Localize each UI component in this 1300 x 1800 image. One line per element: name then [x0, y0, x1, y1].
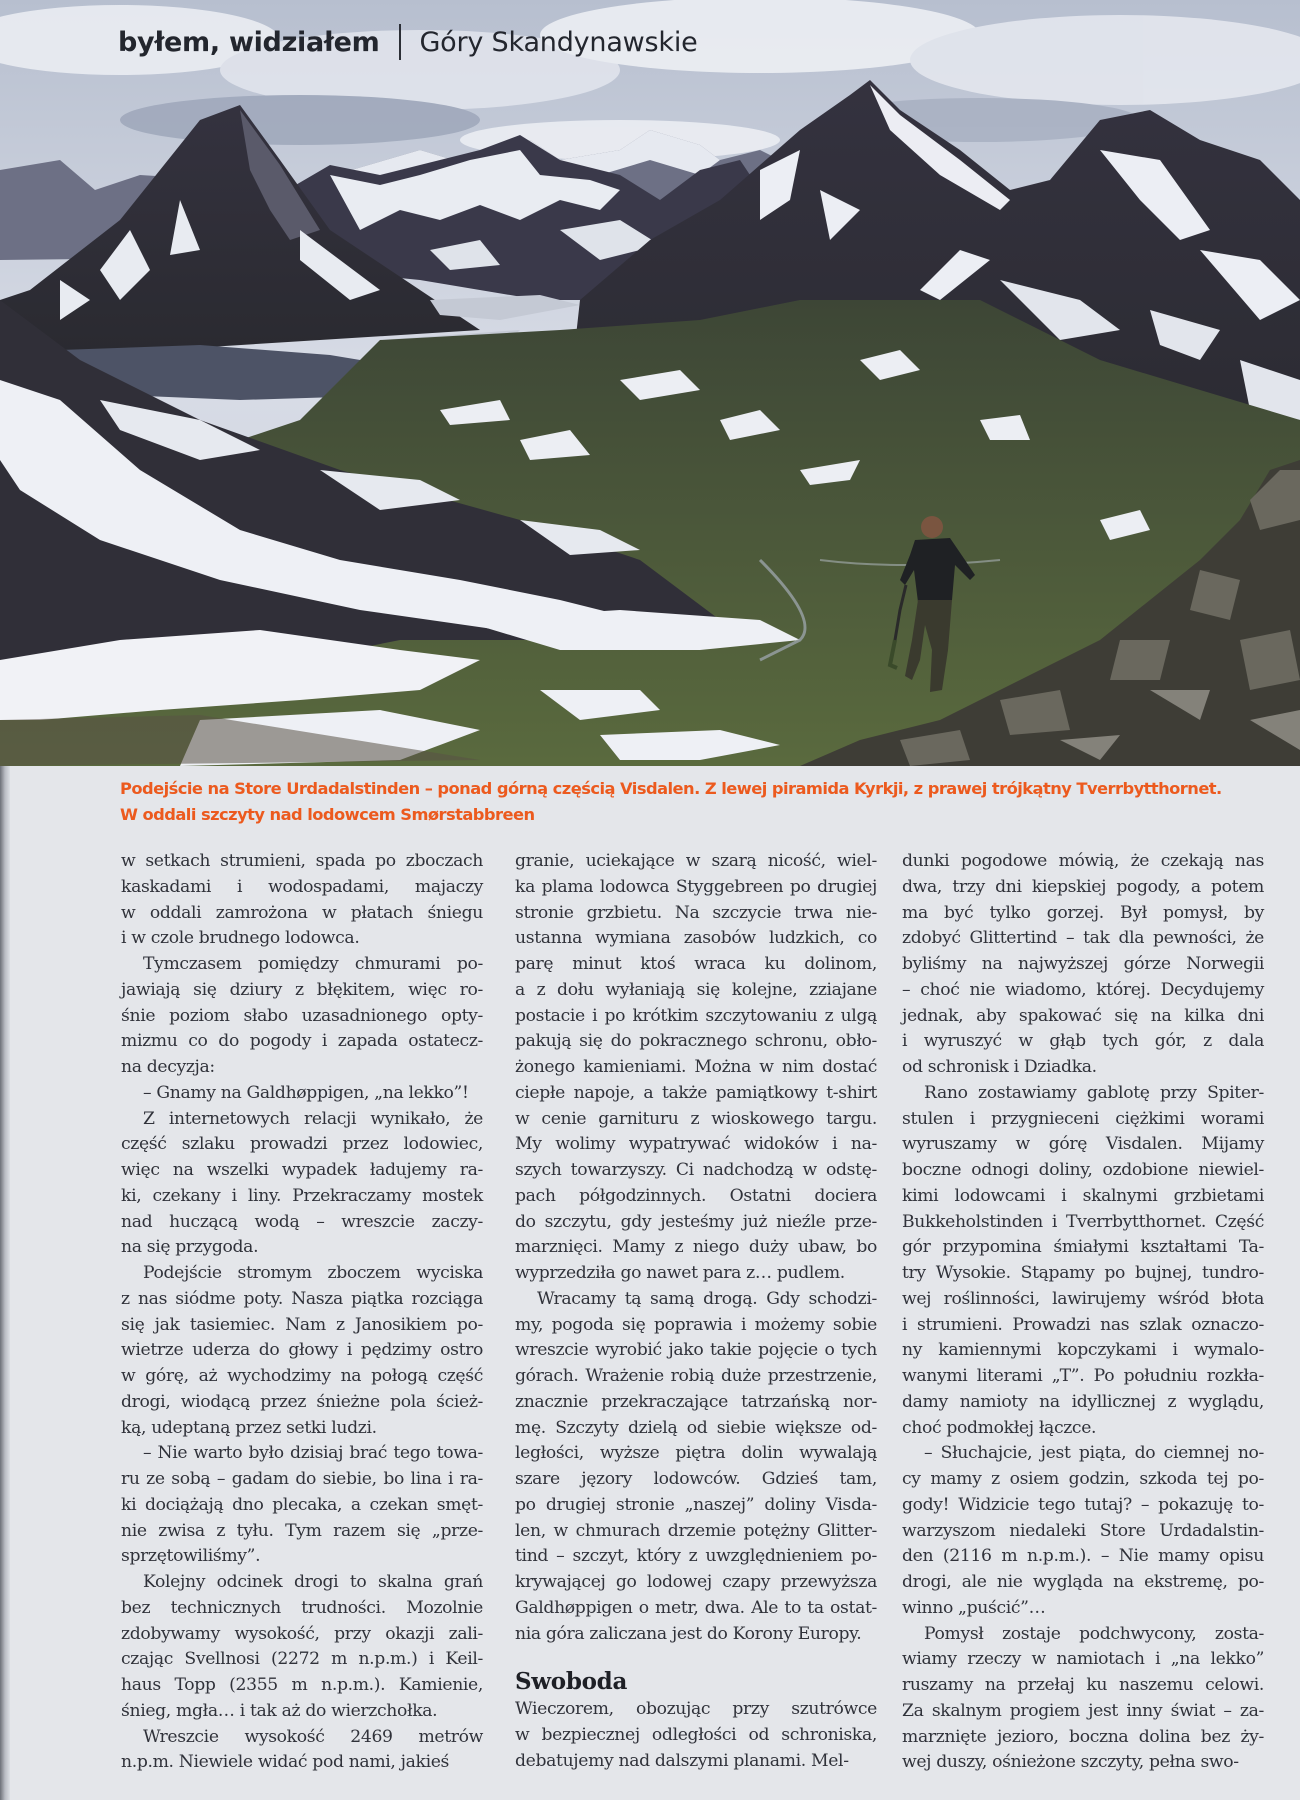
article-line: stulen i przygnieceni ciężkimi worami	[902, 1108, 1264, 1129]
article-line: granie, uciekające w szarą nicość, wiel-	[515, 851, 877, 871]
article-line: n.p.m. Niewiele widać pod nami, jakieś	[121, 1752, 450, 1773]
article-line: bez technicznych trudności. Mozolnie	[121, 1597, 483, 1618]
header-divider	[399, 24, 401, 60]
page-header	[118, 22, 698, 62]
article-line: i wyruszyć w głąb tych gór, z dala	[902, 1031, 1264, 1052]
article-line: ległości, wyższe piętra dolin wywalają	[515, 1443, 877, 1464]
article-line: w górę, aż wychodzimy na połogą część	[121, 1366, 483, 1386]
article-line: ma być tylko gorzej. Był pomysł, by	[902, 902, 1264, 923]
article-line: – Słuchajcie, jest piąta, do ciemnej no-	[924, 1443, 1264, 1464]
article-line: gór przypomina śmiałymi kształtami Ta-	[902, 1237, 1264, 1258]
article-line: wietrze uderza do głowy i pędzimy ostro	[121, 1340, 483, 1361]
article-line: zdobywamy wysokość, przy okazji zali-	[121, 1623, 483, 1644]
article-line: Tymczasem pomiędzy chmurami po-	[143, 954, 483, 974]
topic-title: Góry Skandynawskie	[419, 26, 698, 58]
article-line: na się przygoda.	[121, 1237, 259, 1258]
article-line: wanymi literami „T”. Po południu rozkła-	[902, 1366, 1264, 1386]
article-line: kaskadami i wodospadami, majaczy	[121, 876, 483, 897]
article-line: śnieg, mgła… i tak aż do wierzchołka.	[121, 1700, 438, 1721]
article-line: – choć nie wiadomo, której. Decydujemy	[902, 979, 1264, 1000]
article-line: szare jęzory lodowców. Gdzieś tam,	[515, 1469, 877, 1489]
article-line: śnie poziom słabo uzasadnionego opty-	[121, 1005, 483, 1026]
article-line: drogi, wiodącą przez śnieżne pola ścież-	[121, 1391, 483, 1412]
article-line: wej roślinności, lawirujemy wśród błota	[902, 1288, 1264, 1309]
article-line: a z dołu wyłaniają się kolejne, zziajane	[515, 979, 877, 1000]
photo-caption	[120, 776, 1222, 828]
section-title: byłem, widziałem	[118, 26, 380, 58]
article-line: krywającej go lodowej czapy przewyższa	[515, 1572, 877, 1592]
page-spine-shadow	[0, 766, 10, 1800]
article-line: Podejście stromym zboczem wyciska	[143, 1263, 483, 1283]
article-line: od schronisk i Dziadka.	[902, 1057, 1097, 1077]
article-line: Bukkeholstinden i Tverrbytthornet. Część	[902, 1211, 1264, 1232]
article-line: nia góra zaliczana jest do Korony Europy.	[515, 1623, 862, 1644]
article-line: część szlaku prowadzi przez lodowiec,	[121, 1134, 483, 1155]
article-line: dwa, trzy dni kiepskiej pogody, a potem	[902, 876, 1264, 897]
article-line: pach półgodzinnych. Ostatni dociera	[515, 1185, 877, 1206]
article-line: Wreszcie wysokość 2469 metrów	[143, 1726, 483, 1747]
article-line: cy mamy z osiem godzin, szkoda tej po-	[902, 1469, 1264, 1489]
article-line: boczne odnogi doliny, ozdobione niewiel-	[902, 1160, 1264, 1180]
article-line: Kolejny odcinek drogi to skalna grań	[143, 1572, 483, 1592]
article-line: po drugiej stronie „naszej” doliny Visda-	[515, 1494, 877, 1515]
article-line: nad huczącą wodą – wreszcie zaczy-	[121, 1211, 483, 1232]
article-line: Rano zostawiamy gablotę przy Spiter-	[924, 1082, 1264, 1103]
article-line: w cenie garnituru z wioskowego targu.	[515, 1108, 877, 1129]
article-line: żonego kamieniami. Można w nim dostać	[515, 1057, 877, 1077]
article-line: marznięte jezioro, boczna dolina bez ży-	[902, 1726, 1264, 1747]
article-line: do szczytu, gdy jesteśmy już nieźle prze-	[515, 1211, 877, 1232]
article-line: mizmu co do pogody i zapada ostatecz-	[121, 1031, 483, 1052]
article-line: ka plama lodowca Styggebreen po drugiej	[515, 876, 877, 897]
article-line: dunki pogodowe mówią, że czekają nas	[902, 851, 1264, 871]
article-line: jawiają się dziury z błękitem, więc ro-	[121, 979, 483, 1000]
article-line: w oddali zamrożona w płatach śniegu	[121, 902, 483, 923]
article-line: warzyszom niedaleki Store Urdadalstin-	[902, 1520, 1264, 1541]
article-line: jednak, aby spakować się na kilka dni	[902, 1005, 1264, 1026]
article-line: My wolimy wypatrywać widoków i na-	[515, 1134, 877, 1155]
article-line: Wracamy tą samą drogą. Gdy schodzi-	[537, 1288, 877, 1309]
article-line: – Nie warto było dzisiaj brać tego towa-	[143, 1443, 483, 1464]
article-line: i strumieni. Prowadzi nas szlak oznaczo-	[902, 1314, 1264, 1335]
article-line: na decyzja:	[121, 1057, 215, 1077]
article-line: znacznie przekraczające tatrzańską nor-	[515, 1391, 877, 1412]
section-subheading: Swoboda	[515, 1668, 628, 1696]
article-line: ruszamy na przełaj ku naszemu celowi.	[902, 1675, 1264, 1695]
article-line: len, w chmurach drzemie potężny Glitter-	[515, 1520, 877, 1541]
article-line: i w czole brudnego lodowca.	[121, 928, 360, 949]
article-line: haus Topp (2355 m n.p.m.). Kamienie,	[121, 1675, 483, 1695]
article-line: ki dociążają dno plecaka, a czekan smęt-	[121, 1494, 483, 1515]
article-line: w setkach strumieni, spada po zboczach	[121, 851, 483, 871]
article-line: Wieczorem, obozując przy szutrówce	[515, 1699, 877, 1720]
subhead-spacer	[515, 1647, 877, 1659]
article-line: debatujemy nad dalszymi planami. Mel-	[515, 1750, 849, 1771]
article-column-3	[902, 849, 1264, 1776]
article-line: górach. Wrażenie robią duże przestrzenie,	[515, 1366, 877, 1386]
article-line: wyruszamy w górę Visdalen. Mijamy	[902, 1134, 1264, 1155]
article-line: kimi lodowcami i skalnymi grzbietami	[902, 1185, 1264, 1206]
article-line: Za skalnym progiem jest inny świat – za-	[902, 1700, 1264, 1721]
article-line: zdobyć Glittertind – tak dla pewności, że	[902, 928, 1264, 949]
article-line: ny kamiennymi kopczykami i wymalo-	[902, 1340, 1264, 1361]
article-line: – Gnamy na Galdhøppigen, „na lekko”!	[143, 1082, 469, 1103]
article-line: Pomysł zostaje podchwycony, zosta-	[924, 1623, 1264, 1644]
article-line: wreszcie wyrobić jako takie pojęcie o tych	[515, 1340, 877, 1361]
article-line: Galdhøppigen o metr, dwa. Ale to ta ostat-	[515, 1597, 877, 1618]
article-line: mę. Szczyty dzielą od siebie większe od-	[515, 1417, 877, 1438]
article-line: szych towarzyszy. Ci nadchodzą w odstę-	[515, 1160, 877, 1180]
mountain-landscape-photo	[0, 0, 1300, 766]
article-line: pakują się do pokracznego schronu, obło-	[515, 1031, 877, 1052]
article-line: stronie grzbietu. Na szczycie trwa nie-	[515, 902, 877, 923]
article-column-2	[515, 849, 877, 1775]
article-line: den (2116 m n.p.m.). – Nie mamy opisu	[902, 1546, 1264, 1567]
article-line: my, pogoda się poprawia i możemy sobie	[515, 1314, 877, 1335]
article-column-1	[121, 849, 483, 1776]
article-line: ru ze sobą – gadam do siebie, bo lina i ra-	[121, 1469, 483, 1489]
article-line: czając Svellnosi (2272 m n.p.m.) i Keil-	[121, 1649, 483, 1670]
article-line: damy namioty na idyllicznej z wyglądu,	[902, 1391, 1264, 1412]
article-line: ką, udeptaną przez setki ludzi.	[121, 1417, 377, 1438]
article-line: więc na wszelki wypadek ładujemy ra-	[121, 1160, 483, 1180]
article-line: choć podmokłej łączce.	[902, 1417, 1097, 1438]
article-line: się jak tasiemiec. Nam z Janosikiem po-	[121, 1314, 483, 1335]
article-line: ustanna wymiana zasobów ludzkich, co	[515, 928, 877, 949]
article-line: tind – szczyt, który z uwzględnieniem po-	[515, 1546, 877, 1567]
article-line: parę minut ktoś wraca ku dolinom,	[515, 954, 877, 974]
article-line: nie zwisa z tyłu. Tym razem się „prze-	[121, 1520, 483, 1541]
article-line: Z internetowych relacji wynikało, że	[143, 1108, 483, 1129]
caption-line: Podejście na Store Urdadalstinden – ponad górną częścią Visdalen. Z lewej piramida Kyrkji, z prawej trójkątny Tverrbytthornet.	[120, 779, 1222, 798]
article-line: z nas siódme poty. Nasza piątka rozciąga	[121, 1288, 483, 1309]
article-line: byliśmy na najwyższej górze Norwegii	[902, 954, 1264, 974]
article-line: gody! Widzicie tego tutaj? – pokazuję to-	[902, 1494, 1264, 1515]
caption-line: W oddali szczyty nad lodowcem Smørstabbreen	[120, 805, 535, 824]
article-line: sprzętowiliśmy”.	[121, 1546, 261, 1567]
hero-photo	[0, 0, 1300, 766]
article-line: winno „puścić”…	[902, 1597, 1046, 1618]
article-line: ciepłe napoje, a także pamiątkowy t-shirt	[515, 1082, 877, 1103]
article-line: wiamy rzeczy w namiotach i „na lekko”	[902, 1649, 1264, 1670]
article-line: marznięci. Mamy z niego duży ubaw, bo	[515, 1237, 877, 1258]
article-line: ki, czekany i liny. Przekraczamy mostek	[121, 1185, 483, 1206]
article-line: w bezpiecznej odległości od schroniska,	[515, 1725, 877, 1745]
article-line: wyprzedziła go nawet para z… pudlem.	[515, 1263, 845, 1283]
article-line: try Wysokie. Stąpamy po bujnej, tundro-	[902, 1263, 1264, 1283]
article-line: postacie i po krótkim szczytowaniu z ulgą	[515, 1005, 877, 1026]
article-line: drogi, ale nie wygląda na ekstremę, po-	[902, 1572, 1264, 1592]
article-line: wej duszy, ośnieżone szczyty, pełna swo-	[902, 1752, 1239, 1773]
